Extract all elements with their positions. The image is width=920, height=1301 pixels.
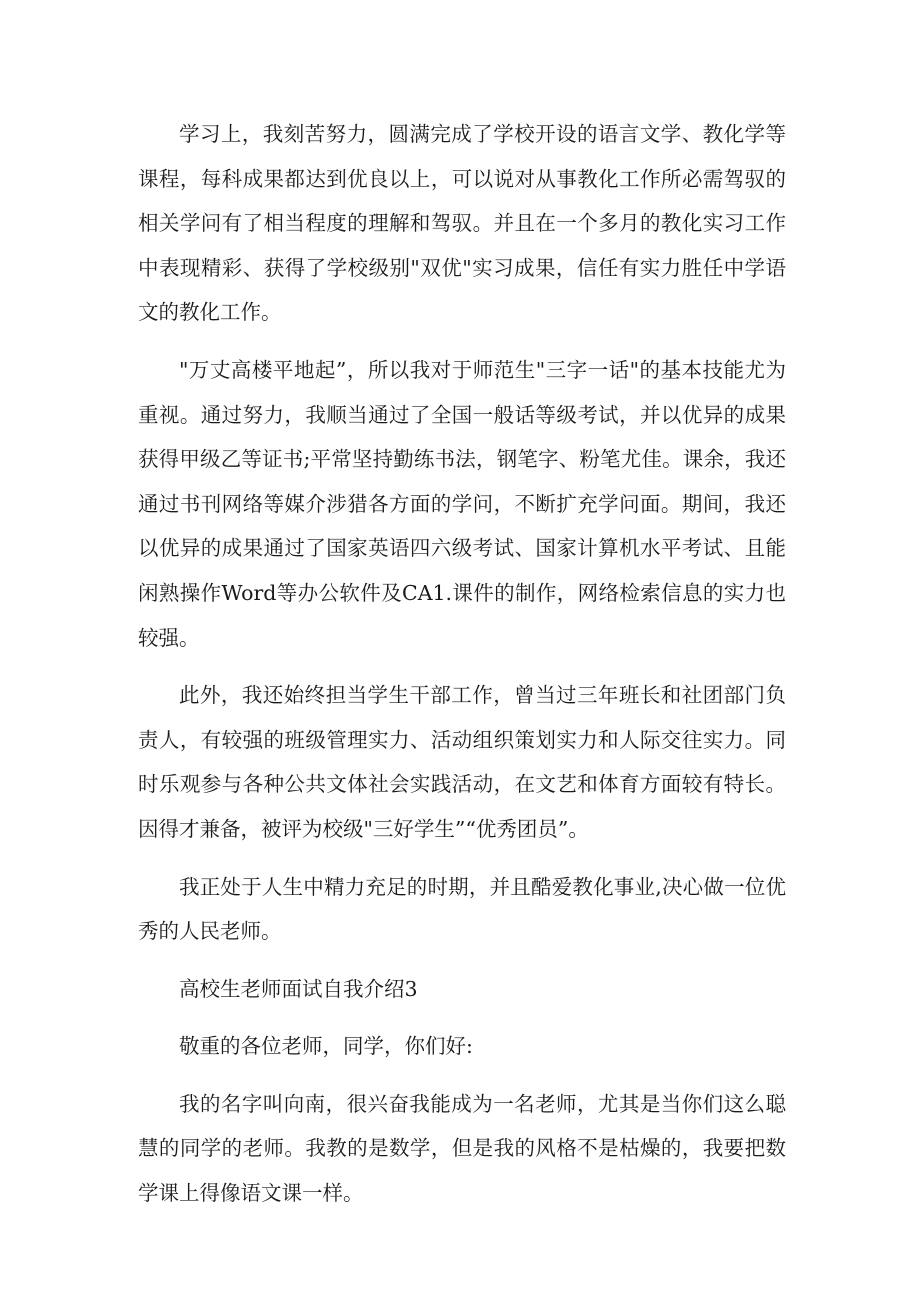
document-body	[138, 112, 786, 1229]
section-heading: 高校生老师面试自我介绍3	[179, 976, 418, 1001]
greeting-line: 敬重的各位老师，同学，你们好:	[179, 1034, 473, 1059]
paragraph-skills: "万丈高楼平地起”，所以我对于师范生"三字一话"的基本技能尤为重视。通过努力，我顺当通过了全国一般话等级考试，并以优异的成果获得甲级乙等证书;平常坚持勤练书法，钢笔字、粉笔尤佳。课余，我还通过书刊网络等媒介涉猎各方面的学问，不断扩充学问面。期间，我还以优异的成果通过了国家英语四六级考试、国家计算机水平考试、且能闲熟操作Word等办公软件及CA1.课件的制作，网络检索信息的实力也较强。	[138, 357, 786, 650]
paragraph-introduction: 我的名字叫向南，很兴奋我能成为一名老师，尤其是当你们这么聪慧的同学的老师。我教的是数学，但是我的风格不是枯燥的，我要把数学课上得像语文课一样。	[138, 1091, 786, 1206]
paragraph-leadership: 此外，我还始终担当学生干部工作，曾当过三年班长和社团部门负责人，有较强的班级管理实力、活动组织策划实力和人际交往实力。同时乐观参与各种公共文体社会实践活动，在文艺和体育方面较有特长。因得才兼备，被评为校级"三好学生”“优秀团员”。	[138, 683, 786, 841]
paragraph-resolve: 我正处于人生中精力充足的时期，并且酷爱教化事业,决心做一位优秀的人民老师。	[138, 874, 786, 944]
paragraph-study: 学习上，我刻苦努力，圆满完成了学校开设的语言文学、教化学等课程，每科成果都达到优良以上，可以说对从事教化工作所必需驾驭的相关学问有了相当程度的理解和驾驭。并且在一个多月的教化实习工作中表现精彩、获得了学校级别"双优"实习成果，信任有实力胜任中学语文的教化工作。	[138, 122, 786, 325]
